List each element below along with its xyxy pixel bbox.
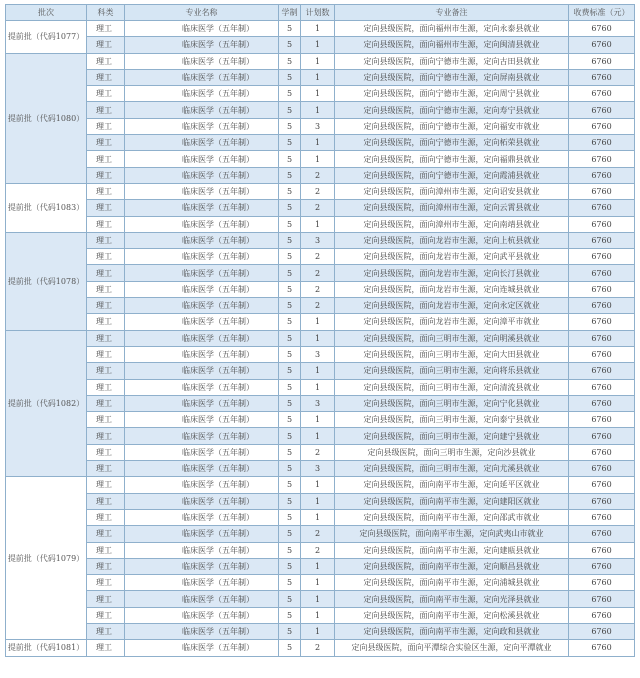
fee-cell: 6760	[569, 493, 635, 509]
note-cell: 定向县级医院，面向福州市生源，定向永泰县就业	[335, 21, 569, 37]
fee-cell: 6760	[569, 183, 635, 199]
note-cell: 定向县级医院，面向平潭综合实验区生源，定向平潭就业	[335, 640, 569, 656]
fee-cell: 6760	[569, 591, 635, 607]
years-cell: 5	[279, 281, 301, 297]
subject-cell: 理工	[87, 135, 125, 151]
header-note: 专业备注	[335, 5, 569, 21]
subject-cell: 理工	[87, 37, 125, 53]
subject-cell: 理工	[87, 363, 125, 379]
plan-count-cell: 1	[301, 363, 335, 379]
major-cell: 临床医学（五年制）	[125, 379, 279, 395]
note-cell: 定向县级医院，面向龙岩市生源，定向漳平市就业	[335, 314, 569, 330]
table-row	[6, 346, 635, 362]
fee-cell: 6760	[569, 623, 635, 639]
table-row	[6, 200, 635, 216]
plan-count-cell: 1	[301, 509, 335, 525]
years-cell: 5	[279, 200, 301, 216]
header-subject: 科类	[87, 5, 125, 21]
years-cell: 5	[279, 118, 301, 134]
subject-cell: 理工	[87, 265, 125, 281]
major-cell: 临床医学（五年制）	[125, 444, 279, 460]
major-cell: 临床医学（五年制）	[125, 232, 279, 248]
plan-count-cell: 1	[301, 151, 335, 167]
plan-count-cell: 1	[301, 607, 335, 623]
subject-cell: 理工	[87, 395, 125, 411]
subject-cell: 理工	[87, 167, 125, 183]
note-cell: 定向县级医院，面向南平市生源，定向浦城县就业	[335, 575, 569, 591]
major-cell: 临床医学（五年制）	[125, 461, 279, 477]
years-cell: 5	[279, 265, 301, 281]
years-cell: 5	[279, 607, 301, 623]
fee-cell: 6760	[569, 135, 635, 151]
table-row	[6, 86, 635, 102]
subject-cell: 理工	[87, 493, 125, 509]
years-cell: 5	[279, 640, 301, 656]
subject-cell: 理工	[87, 640, 125, 656]
table-row	[6, 591, 635, 607]
fee-cell: 6760	[569, 412, 635, 428]
years-cell: 5	[279, 232, 301, 248]
fee-cell: 6760	[569, 558, 635, 574]
subject-cell: 理工	[87, 232, 125, 248]
years-cell: 5	[279, 346, 301, 362]
subject-cell: 理工	[87, 330, 125, 346]
batch-cell: 提前批（代码1083）	[6, 183, 87, 232]
major-cell: 临床医学（五年制）	[125, 216, 279, 232]
table-row	[6, 314, 635, 330]
subject-cell: 理工	[87, 379, 125, 395]
years-cell: 5	[279, 314, 301, 330]
plan-count-cell: 1	[301, 53, 335, 69]
years-cell: 5	[279, 558, 301, 574]
table-row	[6, 102, 635, 118]
table-row	[6, 575, 635, 591]
note-cell: 定向县级医院，面向三明市生源，定向明溪县就业	[335, 330, 569, 346]
years-cell: 5	[279, 591, 301, 607]
years-cell: 5	[279, 493, 301, 509]
note-cell: 定向县级医院，面向龙岩市生源，定向连城县就业	[335, 281, 569, 297]
years-cell: 5	[279, 21, 301, 37]
subject-cell: 理工	[87, 575, 125, 591]
fee-cell: 6760	[569, 118, 635, 134]
note-cell: 定向县级医院，面向南平市生源，定向建阳区就业	[335, 493, 569, 509]
fee-cell: 6760	[569, 526, 635, 542]
plan-count-cell: 1	[301, 558, 335, 574]
table-row	[6, 640, 635, 656]
batch-cell: 提前批（代码1082）	[6, 330, 87, 477]
plan-count-cell: 2	[301, 249, 335, 265]
note-cell: 定向县级医院，面向龙岩市生源，定向永定区就业	[335, 298, 569, 314]
plan-count-cell: 1	[301, 37, 335, 53]
years-cell: 5	[279, 86, 301, 102]
header-fee: 收费标准（元）	[569, 5, 635, 21]
plan-count-cell: 1	[301, 477, 335, 493]
fee-cell: 6760	[569, 86, 635, 102]
plan-count-cell: 2	[301, 183, 335, 199]
table-row	[6, 509, 635, 525]
table-row	[6, 265, 635, 281]
years-cell: 5	[279, 330, 301, 346]
years-cell: 5	[279, 53, 301, 69]
subject-cell: 理工	[87, 183, 125, 199]
years-cell: 5	[279, 183, 301, 199]
fee-cell: 6760	[569, 461, 635, 477]
note-cell: 定向县级医院，面向龙岩市生源，定向武平县就业	[335, 249, 569, 265]
major-cell: 临床医学（五年制）	[125, 330, 279, 346]
fee-cell: 6760	[569, 167, 635, 183]
plan-count-cell: 2	[301, 167, 335, 183]
subject-cell: 理工	[87, 607, 125, 623]
major-cell: 临床医学（五年制）	[125, 346, 279, 362]
plan-count-cell: 1	[301, 86, 335, 102]
major-cell: 临床医学（五年制）	[125, 102, 279, 118]
major-cell: 临床医学（五年制）	[125, 37, 279, 53]
table-row	[6, 37, 635, 53]
fee-cell: 6760	[569, 575, 635, 591]
batch-cell: 提前批（代码1081）	[6, 640, 87, 656]
fee-cell: 6760	[569, 607, 635, 623]
major-cell: 临床医学（五年制）	[125, 200, 279, 216]
note-cell: 定向县级医院，面向漳州市生源，定向云霄县就业	[335, 200, 569, 216]
plan-count-cell: 1	[301, 135, 335, 151]
note-cell: 定向县级医院，面向龙岩市生源，定向长汀县就业	[335, 265, 569, 281]
plan-count-cell: 1	[301, 591, 335, 607]
subject-cell: 理工	[87, 346, 125, 362]
fee-cell: 6760	[569, 21, 635, 37]
years-cell: 5	[279, 167, 301, 183]
subject-cell: 理工	[87, 200, 125, 216]
major-cell: 临床医学（五年制）	[125, 265, 279, 281]
major-cell: 临床医学（五年制）	[125, 167, 279, 183]
major-cell: 临床医学（五年制）	[125, 509, 279, 525]
major-cell: 临床医学（五年制）	[125, 395, 279, 411]
table-row	[6, 135, 635, 151]
subject-cell: 理工	[87, 623, 125, 639]
note-cell: 定向县级医院，面向三明市生源，定向建宁县就业	[335, 428, 569, 444]
years-cell: 5	[279, 526, 301, 542]
subject-cell: 理工	[87, 477, 125, 493]
note-cell: 定向县级医院，面向宁德市生源，定向寿宁县就业	[335, 102, 569, 118]
table-row	[6, 363, 635, 379]
major-cell: 临床医学（五年制）	[125, 53, 279, 69]
note-cell: 定向县级医院，面向南平市生源，定向松溪县就业	[335, 607, 569, 623]
note-cell: 定向县级医院，面向南平市生源，定向武夷山市就业	[335, 526, 569, 542]
table-row	[6, 167, 635, 183]
years-cell: 5	[279, 461, 301, 477]
major-cell: 临床医学（五年制）	[125, 575, 279, 591]
years-cell: 5	[279, 379, 301, 395]
plan-count-cell: 3	[301, 395, 335, 411]
note-cell: 定向县级医院，面向龙岩市生源，定向上杭县就业	[335, 232, 569, 248]
plan-count-cell: 1	[301, 102, 335, 118]
table-row	[6, 395, 635, 411]
subject-cell: 理工	[87, 509, 125, 525]
fee-cell: 6760	[569, 428, 635, 444]
subject-cell: 理工	[87, 102, 125, 118]
fee-cell: 6760	[569, 379, 635, 395]
fee-cell: 6760	[569, 444, 635, 460]
plan-count-cell: 3	[301, 346, 335, 362]
plan-count-cell: 1	[301, 623, 335, 639]
table-row	[6, 558, 635, 574]
table-row	[6, 428, 635, 444]
note-cell: 定向县级医院，面向三明市生源，定向将乐县就业	[335, 363, 569, 379]
fee-cell: 6760	[569, 265, 635, 281]
major-cell: 临床医学（五年制）	[125, 493, 279, 509]
note-cell: 定向县级医院，面向宁德市生源，定向霞浦县就业	[335, 167, 569, 183]
subject-cell: 理工	[87, 249, 125, 265]
batch-cell: 提前批（代码1078）	[6, 232, 87, 330]
note-cell: 定向县级医院，面向南平市生源，定向建瓯县就业	[335, 542, 569, 558]
plan-count-cell: 1	[301, 330, 335, 346]
plan-count-cell: 1	[301, 314, 335, 330]
major-cell: 临床医学（五年制）	[125, 183, 279, 199]
plan-count-cell: 2	[301, 200, 335, 216]
major-cell: 临床医学（五年制）	[125, 21, 279, 37]
plan-count-cell: 1	[301, 69, 335, 85]
header-batch: 批次	[6, 5, 87, 21]
major-cell: 临床医学（五年制）	[125, 640, 279, 656]
table-row	[6, 118, 635, 134]
major-cell: 临床医学（五年制）	[125, 249, 279, 265]
batch-cell: 提前批（代码1079）	[6, 477, 87, 640]
note-cell: 定向县级医院，面向宁德市生源，定向柘荣县就业	[335, 135, 569, 151]
fee-cell: 6760	[569, 395, 635, 411]
fee-cell: 6760	[569, 363, 635, 379]
note-cell: 定向县级医院，面向南平市生源，定向邵武市就业	[335, 509, 569, 525]
years-cell: 5	[279, 298, 301, 314]
subject-cell: 理工	[87, 69, 125, 85]
major-cell: 临床医学（五年制）	[125, 363, 279, 379]
plan-count-cell: 1	[301, 379, 335, 395]
major-cell: 临床医学（五年制）	[125, 118, 279, 134]
note-cell: 定向县级医院，面向南平市生源，定向延平区就业	[335, 477, 569, 493]
plan-count-cell: 2	[301, 526, 335, 542]
plan-count-cell: 3	[301, 118, 335, 134]
years-cell: 5	[279, 444, 301, 460]
years-cell: 5	[279, 542, 301, 558]
header-plan: 计划数	[301, 5, 335, 21]
years-cell: 5	[279, 575, 301, 591]
plan-count-cell: 1	[301, 21, 335, 37]
years-cell: 5	[279, 69, 301, 85]
subject-cell: 理工	[87, 216, 125, 232]
fee-cell: 6760	[569, 477, 635, 493]
subject-cell: 理工	[87, 542, 125, 558]
plan-count-cell: 1	[301, 575, 335, 591]
table-row	[6, 53, 635, 69]
fee-cell: 6760	[569, 542, 635, 558]
subject-cell: 理工	[87, 412, 125, 428]
major-cell: 临床医学（五年制）	[125, 86, 279, 102]
major-cell: 临床医学（五年制）	[125, 151, 279, 167]
subject-cell: 理工	[87, 21, 125, 37]
subject-cell: 理工	[87, 428, 125, 444]
subject-cell: 理工	[87, 151, 125, 167]
years-cell: 5	[279, 395, 301, 411]
table-row	[6, 607, 635, 623]
admission-plan-table-container	[5, 4, 634, 657]
years-cell: 5	[279, 37, 301, 53]
major-cell: 临床医学（五年制）	[125, 526, 279, 542]
major-cell: 临床医学（五年制）	[125, 558, 279, 574]
fee-cell: 6760	[569, 102, 635, 118]
plan-count-cell: 2	[301, 542, 335, 558]
table-row	[6, 542, 635, 558]
subject-cell: 理工	[87, 281, 125, 297]
major-cell: 临床医学（五年制）	[125, 314, 279, 330]
note-cell: 定向县级医院，面向南平市生源，定向政和县就业	[335, 623, 569, 639]
major-cell: 临床医学（五年制）	[125, 281, 279, 297]
major-cell: 临床医学（五年制）	[125, 412, 279, 428]
fee-cell: 6760	[569, 298, 635, 314]
fee-cell: 6760	[569, 69, 635, 85]
fee-cell: 6760	[569, 249, 635, 265]
admission-plan-table	[5, 4, 635, 657]
years-cell: 5	[279, 363, 301, 379]
plan-count-cell: 2	[301, 640, 335, 656]
subject-cell: 理工	[87, 53, 125, 69]
major-cell: 临床医学（五年制）	[125, 607, 279, 623]
note-cell: 定向县级医院，面向宁德市生源，定向屏南县就业	[335, 69, 569, 85]
subject-cell: 理工	[87, 526, 125, 542]
table-header-row	[6, 5, 635, 21]
table-row	[6, 69, 635, 85]
table-row	[6, 379, 635, 395]
major-cell: 临床医学（五年制）	[125, 542, 279, 558]
table-row	[6, 623, 635, 639]
table-row	[6, 216, 635, 232]
note-cell: 定向县级医院，面向漳州市生源，定向南靖县就业	[335, 216, 569, 232]
table-row	[6, 21, 635, 37]
years-cell: 5	[279, 216, 301, 232]
note-cell: 定向县级医院，面向三明市生源，定向清流县就业	[335, 379, 569, 395]
fee-cell: 6760	[569, 37, 635, 53]
major-cell: 临床医学（五年制）	[125, 428, 279, 444]
years-cell: 5	[279, 249, 301, 265]
note-cell: 定向县级医院，面向三明市生源，定向宁化县就业	[335, 395, 569, 411]
note-cell: 定向县级医院，面向宁德市生源，定向福安市就业	[335, 118, 569, 134]
plan-count-cell: 2	[301, 444, 335, 460]
subject-cell: 理工	[87, 314, 125, 330]
subject-cell: 理工	[87, 86, 125, 102]
fee-cell: 6760	[569, 216, 635, 232]
note-cell: 定向县级医院，面向三明市生源，定向尤溪县就业	[335, 461, 569, 477]
years-cell: 5	[279, 623, 301, 639]
table-row	[6, 281, 635, 297]
note-cell: 定向县级医院，面向南平市生源，定向顺昌县就业	[335, 558, 569, 574]
subject-cell: 理工	[87, 461, 125, 477]
batch-cell: 提前批（代码1077）	[6, 21, 87, 54]
subject-cell: 理工	[87, 118, 125, 134]
table-row	[6, 461, 635, 477]
fee-cell: 6760	[569, 53, 635, 69]
plan-count-cell: 1	[301, 428, 335, 444]
years-cell: 5	[279, 509, 301, 525]
years-cell: 5	[279, 412, 301, 428]
table-row	[6, 298, 635, 314]
table-row	[6, 232, 635, 248]
fee-cell: 6760	[569, 200, 635, 216]
fee-cell: 6760	[569, 509, 635, 525]
fee-cell: 6760	[569, 281, 635, 297]
major-cell: 临床医学（五年制）	[125, 591, 279, 607]
major-cell: 临床医学（五年制）	[125, 298, 279, 314]
table-row	[6, 330, 635, 346]
plan-count-cell: 1	[301, 216, 335, 232]
major-cell: 临床医学（五年制）	[125, 69, 279, 85]
fee-cell: 6760	[569, 346, 635, 362]
plan-count-cell: 2	[301, 281, 335, 297]
plan-count-cell: 2	[301, 265, 335, 281]
table-row	[6, 151, 635, 167]
note-cell: 定向县级医院，面向三明市生源，定向大田县就业	[335, 346, 569, 362]
header-years: 学制	[279, 5, 301, 21]
table-row	[6, 477, 635, 493]
fee-cell: 6760	[569, 232, 635, 248]
plan-count-cell: 1	[301, 493, 335, 509]
table-row	[6, 183, 635, 199]
note-cell: 定向县级医院，面向宁德市生源，定向古田县就业	[335, 53, 569, 69]
plan-count-cell: 3	[301, 461, 335, 477]
table-row	[6, 526, 635, 542]
note-cell: 定向县级医院，面向福州市生源，定向闽清县就业	[335, 37, 569, 53]
subject-cell: 理工	[87, 591, 125, 607]
table-row	[6, 249, 635, 265]
subject-cell: 理工	[87, 558, 125, 574]
years-cell: 5	[279, 151, 301, 167]
table-row	[6, 444, 635, 460]
batch-cell: 提前批（代码1080）	[6, 53, 87, 183]
years-cell: 5	[279, 135, 301, 151]
major-cell: 临床医学（五年制）	[125, 135, 279, 151]
years-cell: 5	[279, 102, 301, 118]
note-cell: 定向县级医院，面向漳州市生源，定向诏安县就业	[335, 183, 569, 199]
major-cell: 临床医学（五年制）	[125, 477, 279, 493]
subject-cell: 理工	[87, 298, 125, 314]
plan-count-cell: 1	[301, 412, 335, 428]
fee-cell: 6760	[569, 314, 635, 330]
major-cell: 临床医学（五年制）	[125, 623, 279, 639]
plan-count-cell: 3	[301, 232, 335, 248]
note-cell: 定向县级医院，面向宁德市生源，定向福鼎县就业	[335, 151, 569, 167]
plan-count-cell: 2	[301, 298, 335, 314]
fee-cell: 6760	[569, 151, 635, 167]
years-cell: 5	[279, 428, 301, 444]
header-major: 专业名称	[125, 5, 279, 21]
fee-cell: 6760	[569, 640, 635, 656]
table-row	[6, 412, 635, 428]
note-cell: 定向县级医院，面向宁德市生源，定向周宁县就业	[335, 86, 569, 102]
fee-cell: 6760	[569, 330, 635, 346]
note-cell: 定向县级医院，面向南平市生源，定向光泽县就业	[335, 591, 569, 607]
note-cell: 定向县级医院，面向三明市生源，定向沙县就业	[335, 444, 569, 460]
table-body	[6, 21, 635, 657]
subject-cell: 理工	[87, 444, 125, 460]
years-cell: 5	[279, 477, 301, 493]
table-row	[6, 493, 635, 509]
note-cell: 定向县级医院，面向三明市生源，定向泰宁县就业	[335, 412, 569, 428]
